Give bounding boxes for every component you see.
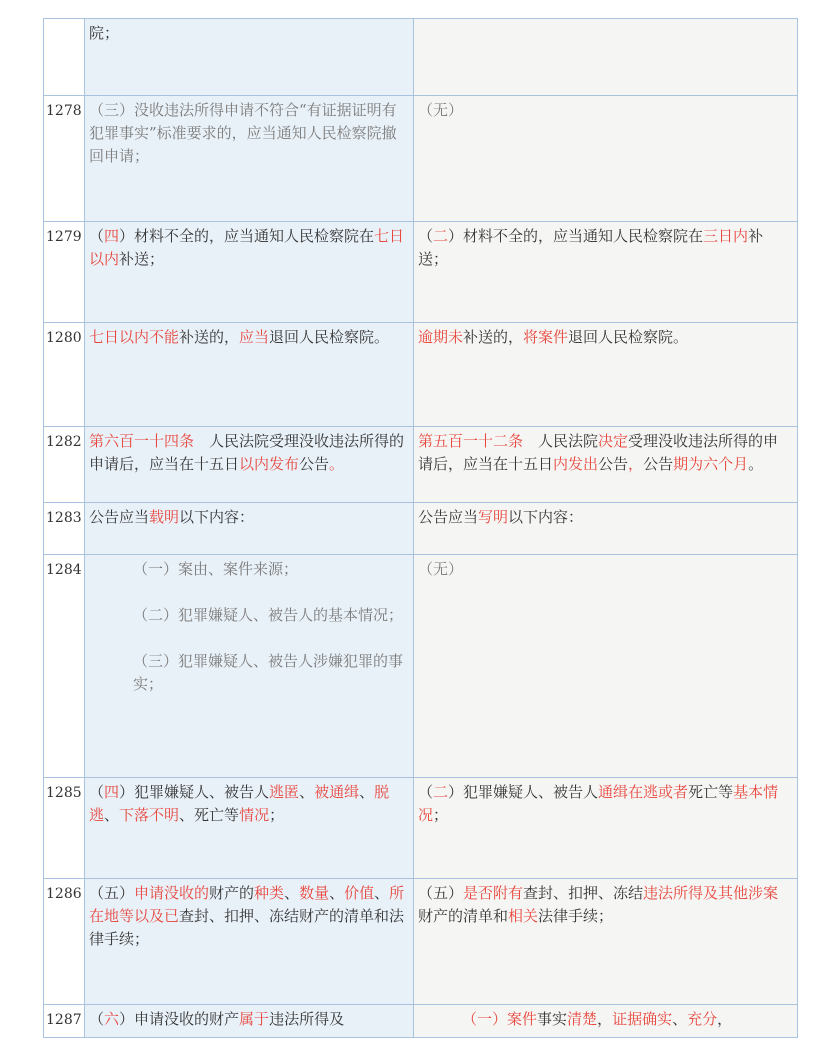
row-number: 1278 xyxy=(44,96,85,222)
highlighted-text: 载明 xyxy=(149,508,180,526)
highlighted-text: 七日以内 xyxy=(89,227,405,268)
right-cell xyxy=(414,19,798,96)
row-number: 1286 xyxy=(44,879,85,1005)
text-run: ）材料不全的，应当通知人民检察院在 xyxy=(119,227,375,245)
text-run: （五） xyxy=(89,884,135,902)
row-number: 1284 xyxy=(44,555,85,778)
text-run: ）犯罪嫌疑人、被告人 xyxy=(448,783,599,801)
text-run: 死亡等 xyxy=(688,783,734,801)
text-run: （ xyxy=(89,1010,105,1028)
highlighted-text: 充分 xyxy=(687,1010,718,1028)
text-run: 事实 xyxy=(537,1010,568,1028)
cell-paragraph xyxy=(418,225,793,271)
right-cell xyxy=(414,778,798,879)
text-run: 查封、扣押、冻结 xyxy=(523,884,644,902)
row-number: 1279 xyxy=(44,222,85,323)
text-run: 公告应当 xyxy=(89,508,150,526)
highlighted-text: 内发出 xyxy=(553,455,599,473)
text-run: ； xyxy=(433,806,449,824)
highlighted-text: 种类 xyxy=(254,884,285,902)
table-row xyxy=(44,778,798,879)
left-cell xyxy=(85,503,414,555)
table-row xyxy=(44,879,798,1005)
text-run: 公告 xyxy=(598,455,629,473)
right-cell xyxy=(414,96,798,222)
table-body xyxy=(44,19,798,1038)
table-row xyxy=(44,555,798,778)
text-run: 退回人民检察院。 xyxy=(568,328,689,346)
text-run: 补送的， xyxy=(179,328,240,346)
text-run: 查封、扣押、冻结财产的清单和法律手续； xyxy=(89,907,405,948)
cell-paragraph xyxy=(418,99,793,122)
text-run: 、 xyxy=(359,783,375,801)
highlighted-text: 申请没收的 xyxy=(134,884,210,902)
right-cell xyxy=(414,427,798,503)
right-cell xyxy=(414,1005,798,1038)
highlighted-text: 脱逃 xyxy=(89,783,390,824)
text-run: ）材料不全的，应当通知人民检察院在 xyxy=(448,227,704,245)
row-number: 1282 xyxy=(44,427,85,503)
text-run: 受理没收违法所得的申请后，应当在十五日 xyxy=(418,432,779,473)
text-run: 财产的清单和 xyxy=(418,907,509,925)
highlighted-text: 二 xyxy=(433,783,449,801)
left-cell xyxy=(85,1005,414,1038)
text-run: 、 xyxy=(329,884,345,902)
cell-paragraph xyxy=(89,99,409,168)
cell-paragraph xyxy=(89,22,409,45)
highlighted-text: 三日内 xyxy=(703,227,749,245)
cell-paragraph xyxy=(89,558,409,581)
text-run: 院； xyxy=(89,24,120,42)
cell-paragraph xyxy=(89,430,409,476)
left-cell xyxy=(85,323,414,427)
table-row xyxy=(44,1005,798,1038)
table-row xyxy=(44,323,798,427)
highlighted-text: 四 xyxy=(104,227,120,245)
row-number xyxy=(44,19,85,96)
table-row xyxy=(44,222,798,323)
text-run: （三）犯罪嫌疑人、被告人涉嫌犯罪的事实； xyxy=(133,652,404,693)
text-run: 、 xyxy=(672,1010,688,1028)
text-run: 以下内容： xyxy=(179,508,255,526)
highlighted-text: 逃匿 xyxy=(269,783,300,801)
highlighted-text: 下落不明 xyxy=(119,806,180,824)
text-run: （三）没收违法所得申请不符合“有证据证明有犯罪事实”标准要求的，应当通知人民检察院撤回申请； xyxy=(89,101,397,165)
highlighted-text: 期为六个月 xyxy=(673,455,749,473)
cell-paragraph xyxy=(418,558,793,581)
highlighted-text: 七日以内不能 xyxy=(89,328,180,346)
cell-paragraph xyxy=(89,506,409,529)
cell-paragraph xyxy=(418,506,793,529)
row-number: 1280 xyxy=(44,323,85,427)
highlighted-text: 被通缉 xyxy=(314,783,360,801)
right-cell xyxy=(414,323,798,427)
text-run: （无） xyxy=(418,101,464,119)
highlighted-text: 二 xyxy=(433,227,449,245)
highlighted-text: 违法所得及其他涉案 xyxy=(643,884,779,902)
text-run: 补送； xyxy=(418,227,764,268)
row-number: 1287 xyxy=(44,1005,85,1038)
highlighted-text: 是否附有 xyxy=(463,884,524,902)
text-run: ）申请没收的财产 xyxy=(119,1010,240,1028)
highlighted-text: 通缉在逃或者 xyxy=(598,783,689,801)
highlighted-text: 六 xyxy=(104,1010,120,1028)
text-run: 、 xyxy=(374,884,390,902)
text-run: （五） xyxy=(418,884,464,902)
highlighted-text: 相关 xyxy=(508,907,539,925)
right-cell xyxy=(414,222,798,323)
left-cell xyxy=(85,222,414,323)
table-row xyxy=(44,503,798,555)
text-run: 公告应当 xyxy=(418,508,479,526)
left-cell xyxy=(85,778,414,879)
table-row xyxy=(44,19,798,96)
highlighted-text: 以内发布 xyxy=(239,455,300,473)
cell-paragraph xyxy=(418,430,793,476)
left-cell xyxy=(85,427,414,503)
right-cell xyxy=(414,555,798,778)
cell-paragraph xyxy=(418,882,793,928)
highlighted-text: 所在地等以及已 xyxy=(89,884,405,925)
text-run: 以下内容： xyxy=(508,508,584,526)
highlighted-text: 证据确实 xyxy=(612,1010,673,1028)
text-run: 、 xyxy=(284,884,300,902)
text-run: 公告 xyxy=(643,455,674,473)
highlighted-text: 将案件 xyxy=(523,328,569,346)
text-run: （ xyxy=(418,227,434,245)
text-run: （二）犯罪嫌疑人、被告人的基本情况； xyxy=(133,606,404,624)
highlighted-text: 第五百一十二条 xyxy=(418,432,524,450)
text-run: 人民法院 xyxy=(523,432,599,450)
cell-paragraph xyxy=(89,225,409,271)
table-row xyxy=(44,96,798,222)
cell-paragraph xyxy=(89,882,409,951)
text-run: ）犯罪嫌疑人、被告人 xyxy=(119,783,270,801)
text-run: （ xyxy=(89,783,105,801)
cell-paragraph xyxy=(89,1008,409,1031)
text-run: （ xyxy=(418,783,434,801)
highlighted-text: 案件 xyxy=(507,1010,538,1028)
text-run: ， xyxy=(717,1010,733,1028)
text-run: 、 xyxy=(299,783,315,801)
highlighted-text: 情况 xyxy=(239,806,270,824)
cell-paragraph xyxy=(89,781,409,827)
right-cell xyxy=(414,503,798,555)
cell-paragraph xyxy=(418,1008,793,1031)
highlighted-text: 清楚 xyxy=(567,1010,598,1028)
highlighted-text: 四 xyxy=(104,783,120,801)
highlighted-text: 。 xyxy=(329,455,345,473)
text-run: 法律手续； xyxy=(538,907,614,925)
highlighted-text: 逾期未 xyxy=(418,328,464,346)
text-run: 公告 xyxy=(299,455,330,473)
text-run: （ xyxy=(89,227,105,245)
highlighted-text: 第六百一十四条 xyxy=(89,432,195,450)
highlighted-text: 写明 xyxy=(478,508,509,526)
highlighted-text: 数量 xyxy=(299,884,330,902)
text-run: 财产的 xyxy=(209,884,255,902)
row-number: 1285 xyxy=(44,778,85,879)
text-run: 、 xyxy=(104,806,120,824)
text-run: （无） xyxy=(418,560,464,578)
cell-paragraph xyxy=(418,326,793,349)
text-run: 违法所得及 xyxy=(269,1010,345,1028)
left-cell xyxy=(85,879,414,1005)
cell-paragraph xyxy=(89,604,409,627)
text-run: （一）案由、案件来源； xyxy=(133,560,299,578)
cell-paragraph xyxy=(418,781,793,827)
highlighted-text: 应当 xyxy=(239,328,270,346)
highlighted-text: ， xyxy=(628,455,644,473)
cell-paragraph xyxy=(89,326,409,349)
row-number: 1283 xyxy=(44,503,85,555)
right-cell xyxy=(414,879,798,1005)
text-run: 。 xyxy=(748,455,764,473)
cell-paragraph xyxy=(89,650,409,696)
highlighted-text: 价值 xyxy=(344,884,375,902)
highlighted-text: 属于 xyxy=(239,1010,270,1028)
table-row xyxy=(44,427,798,503)
text-run: 补送的， xyxy=(463,328,524,346)
text-run: 补送； xyxy=(119,250,165,268)
left-cell xyxy=(85,555,414,778)
text-run: 退回人民检察院。 xyxy=(269,328,390,346)
text-run: ， xyxy=(597,1010,613,1028)
comparison-table xyxy=(43,18,798,1038)
highlighted-text: （一） xyxy=(462,1010,508,1028)
left-cell xyxy=(85,19,414,96)
highlighted-text: 基本情况 xyxy=(418,783,779,824)
text-run: 人民法院受理没收违法所得的申请后，应当在十五日 xyxy=(89,432,405,473)
highlighted-text: 决定 xyxy=(598,432,629,450)
left-cell xyxy=(85,96,414,222)
text-run: ； xyxy=(269,806,285,824)
text-run: 、死亡等 xyxy=(179,806,240,824)
